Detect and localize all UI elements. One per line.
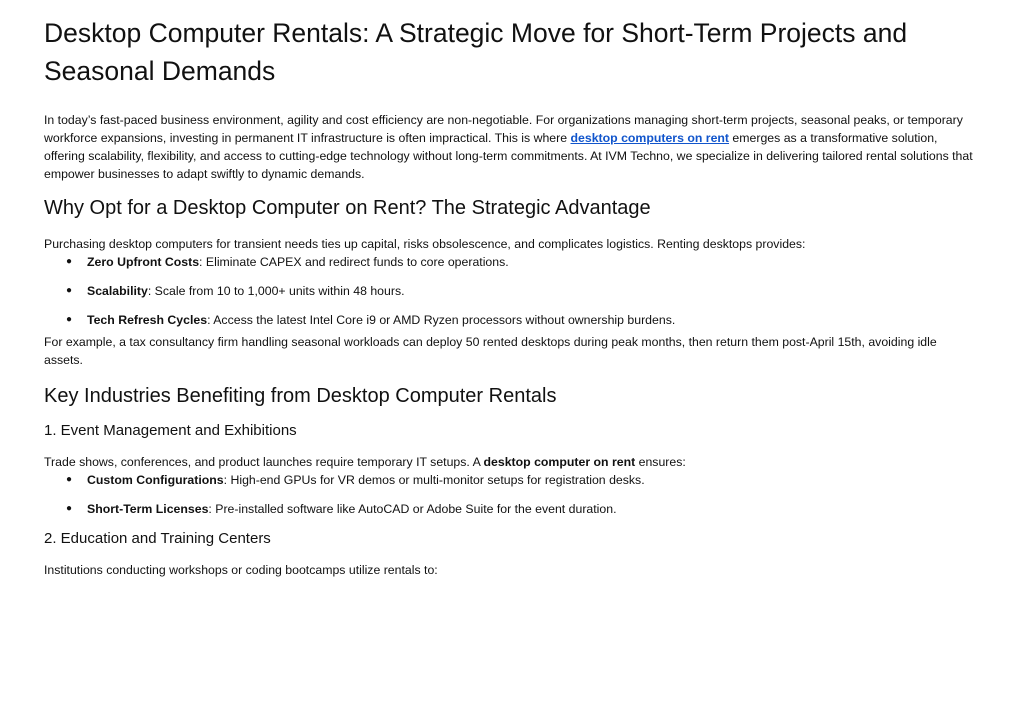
bullet-text: : Eliminate CAPEX and redirect funds to core operations.	[199, 255, 509, 269]
example-paragraph: For example, a tax consultancy firm handling seasonal workloads can deploy 50 rented desktops during peak months, then return them post-April 15th, avoiding idle assets.	[44, 335, 937, 367]
industries-heading: Key Industries Benefiting from Desktop Computer Rentals	[44, 385, 557, 407]
list-item	[44, 500, 979, 518]
bullet-text: : High-end GPUs for VR demos or multi-monitor setups for registration desks.	[223, 473, 645, 487]
bullet-icon: ●	[66, 314, 73, 325]
bullet-icon: ●	[66, 474, 73, 485]
education-heading: 2. Education and Training Centers	[44, 530, 271, 547]
bullet-term: Short-Term Licenses	[87, 502, 209, 516]
bullet-text: : Pre-installed software like AutoCAD or Adobe Suite for the event duration.	[208, 502, 617, 516]
bullet-term: Scalability	[87, 284, 148, 298]
bullet-icon: ●	[66, 503, 73, 514]
list-item	[44, 471, 979, 489]
list-item	[44, 311, 979, 329]
intro-text-before-link: In today’s fast-paced business environment, agility and cost efficiency are non-negotiable. For organizations managing short-term projects, seasonal peaks, or temporary workforce expansions, investing in permanent IT infrastructure is often impractical. This is where	[44, 113, 963, 145]
education-paragraph: Institutions conducting workshops or coding bootcamps utilize rentals to:	[44, 563, 438, 577]
bullet-term: Custom Configurations	[87, 473, 224, 487]
why-rent-paragraph: Purchasing desktop computers for transient needs ties up capital, risks obsolescence, and complicates logistics. Renting desktops provides:	[44, 237, 806, 251]
bullet-term: Zero Upfront Costs	[87, 255, 200, 269]
page-title: Desktop Computer Rentals: A Strategic Move for Short-Term Projects and Seasonal Demands	[44, 18, 908, 86]
intro-text-after-link: emerges as a transformative solution, offering scalability, flexibility, and access to cutting-edge technology without long-term commitments. At IVM Techno, we specialize in delivering tailored rental solutions that empower businesses to adapt swiftly to dynamic demands.	[44, 131, 973, 181]
event-management-heading: 1. Event Management and Exhibitions	[44, 422, 297, 439]
event-text-after: ensures:	[635, 455, 686, 469]
event-text-bold: desktop computer on rent	[483, 455, 636, 469]
why-rent-heading: Why Opt for a Desktop Computer on Rent? The Strategic Advantage	[44, 197, 651, 219]
bullet-text: : Scale from 10 to 1,000+ units within 48 hours.	[147, 284, 405, 298]
bullet-term: Tech Refresh Cycles	[87, 313, 208, 327]
intro-paragraph	[44, 111, 979, 183]
event-features-list	[44, 471, 979, 518]
list-item	[44, 253, 979, 271]
bullet-text: : Access the latest Intel Core i9 or AMD Ryzen processors without ownership burdens.	[207, 313, 676, 327]
event-text-before: Trade shows, conferences, and product launches require temporary IT setups. A	[44, 455, 484, 469]
list-item	[44, 282, 979, 300]
event-management-paragraph	[44, 453, 979, 471]
advantages-list	[44, 253, 979, 329]
bullet-icon: ●	[66, 256, 73, 267]
desktop-rent-link[interactable]: desktop computers on rent	[570, 131, 730, 145]
bullet-icon: ●	[66, 285, 73, 296]
